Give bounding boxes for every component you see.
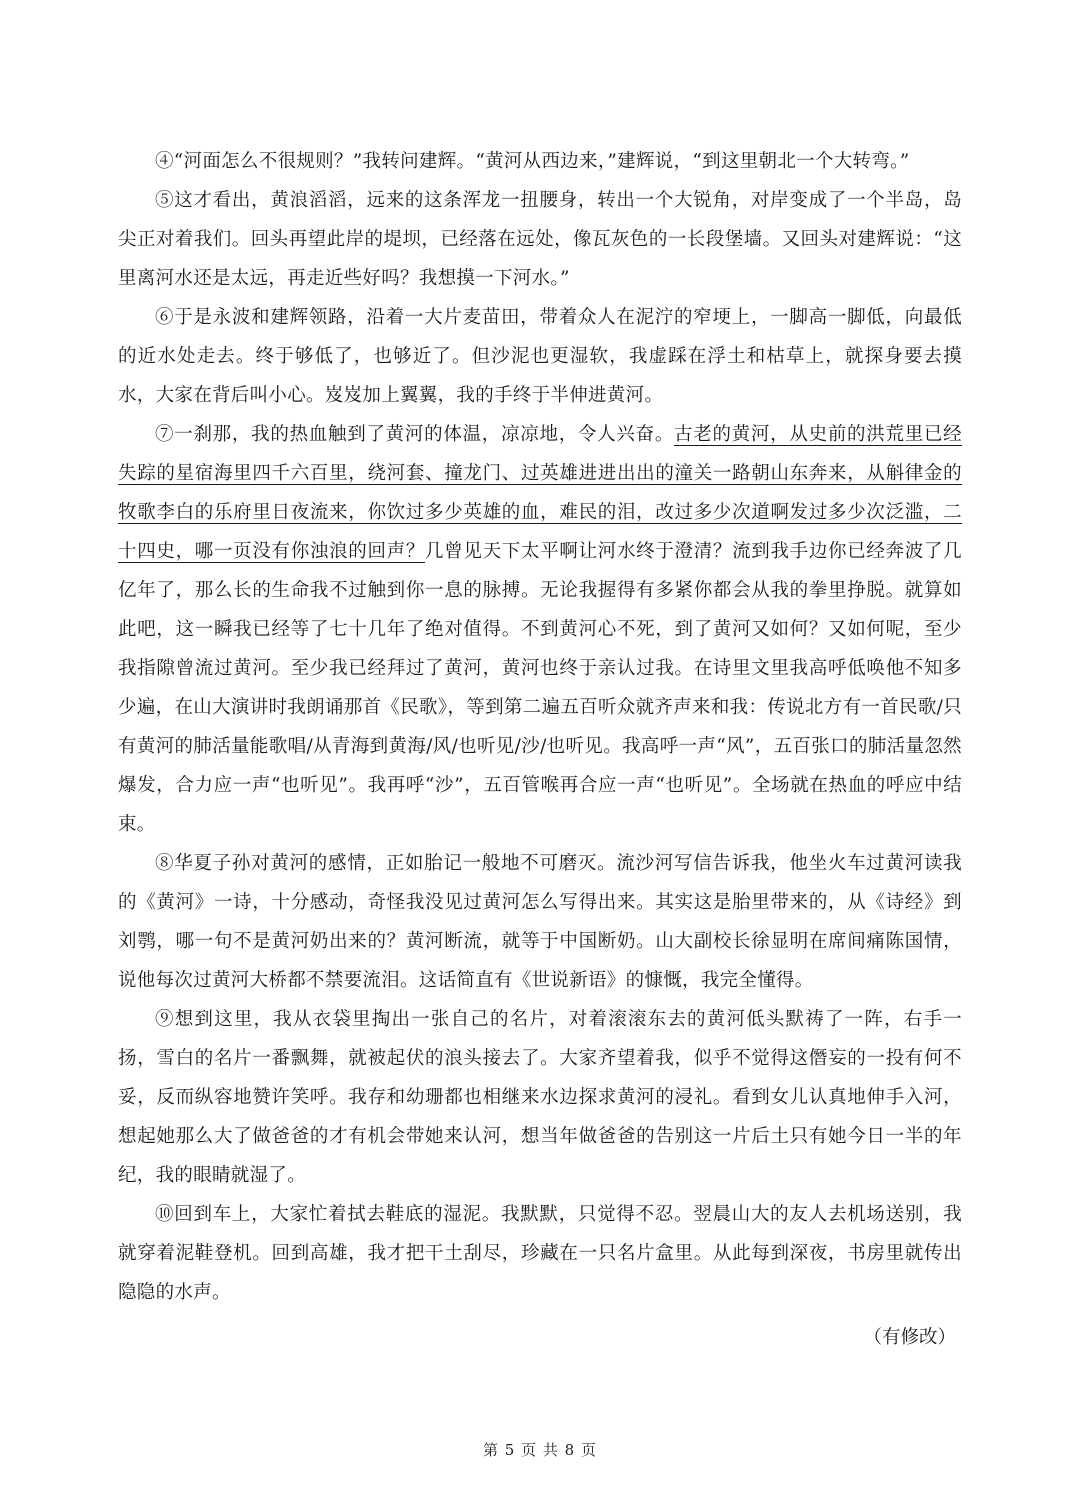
page-footer (0, 1440, 1080, 1460)
paragraph-7 (118, 415, 962, 844)
paragraph-4: ④“河面怎么不很规则？”我转问建辉。“黄河从西边来，”建辉说，“到这里朝北一个大转弯。” (155, 151, 910, 172)
paragraph-7-intro: ⑦一刹那，我的热血触到了黄河的体温，凉凉地，令人兴奋。 (155, 424, 675, 445)
paragraph-10: ⑩回到车上，大家忙着拭去鞋底的湿泥。我默默，只觉得不忍。翌晨山大的友人去机场送别，我就穿着泥鞋登机。回到高雄，我才把干土刮尽，珍藏在一只名片盒里。从此每到深夜，书房里就传出隐隐的水声。 (118, 1204, 962, 1303)
paragraph-5: ⑤这才看出，黄浪滔滔，远来的这条浑龙一扭腰身，转出一个大锐角，对岸变成了一个半岛，岛尖正对着我们。回头再望此岸的堤坝，已经落在远处，像瓦灰色的一长段堡墙。又回头对建辉说：“这里离河水还是太远，再走近些好吗？我想摸一下河水。” (118, 190, 962, 289)
article-body (118, 142, 962, 1357)
source-note: （有修改） (863, 1327, 956, 1348)
paragraph-8: ⑧华夏子孙对黄河的感情，正如胎记一般地不可磨灭。流沙河写信告诉我，他坐火车过黄河读我的《黄河》一诗，十分感动，奇怪我没见过黄河怎么写得出来。其实这是胎里带来的，从《诗经》到刘鹗，哪一句不是黄河奶出来的？黄河断流，就等于中国断奶。山大副校长徐显明在席间痛陈国情，说他每次过黄河大桥都不禁要流泪。这话简直有《世说新语》的慷慨，我完全懂得。 (118, 853, 962, 991)
paragraph-7-rest: 几曾见天下太平啊让河水终于澄清？流到我手边你已经奔波了几亿年了，那么长的生命我不过触到你一息的脉搏。无论我握得有多紧你都会从我的拳里挣脱。就算如此吧，这一瞬我已经等了七十几年了绝对值得。不到黄河心不死，到了黄河又如何？又如何呢，至少我指隙曾流过黄河。至少我已经拜过了黄河，黄河也终于亲认过我。在诗里文里我高呼低唤他不知多少遍，在山大演讲时我朗诵那首《民歌》，等到第二遍五百听众就齐声来和我：传说北方有一首民歌/只有黄河的肺活量能歌唱/从青海到黄海/风/也听见/沙/也听见。我高呼一声“风”，五百张口的肺活量忽然爆发，合力应一声“也听见”。我再呼“沙”，五百管喉再合应一声“也听见”。全场就在热血的呼应中结束。 (118, 541, 962, 835)
paragraph-7-underlined-passage: 古老的黄河，从史前的洪荒里已经失踪的星宿海里四千六百里，绕河套、撞龙门、过英雄进进出出的潼关一路朝山东奔来，从斛律金的牧歌李白的乐府里日夜流来，你饮过多少英雄的血，难民的泪，改过多少次道啊发过多少次泛滥，二十四史，哪一页没有你浊浪的回声？ (118, 424, 962, 562)
page-number: 第 5 页 共 8 页 (483, 1441, 597, 1459)
paragraph-6: ⑥于是永波和建辉领路，沿着一大片麦苗田，带着众人在泥泞的窄埂上，一脚高一脚低，向最低的近水处走去。终于够低了，也够近了。但沙泥也更湿软，我虚踩在浮土和枯草上，就探身要去摸水，大家在背后叫小心。岌岌加上翼翼，我的手终于半伸进黄河。 (118, 307, 962, 406)
paragraph-9: ⑨想到这里，我从衣袋里掏出一张自己的名片，对着滚滚东去的黄河低头默祷了一阵，右手一扬，雪白的名片一番飘舞，就被起伏的浪头接去了。大家齐望着我，似乎不觉得这僭妄的一投有何不妥，反而纵容地赞许笑呼。我存和幼珊都也相继来水边探求黄河的浸礼。看到女儿认真地伸手入河，想起她那么大了做爸爸的才有机会带她来认河，想当年做爸爸的告别这一片后土只有她今日一半的年纪，我的眼睛就湿了。 (118, 1009, 962, 1186)
